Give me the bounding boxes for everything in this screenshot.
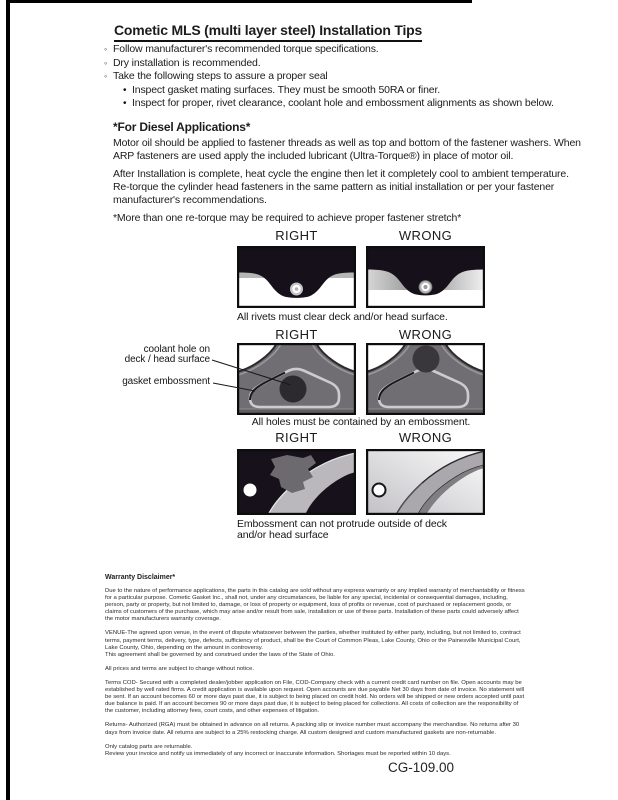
row2-caption: All holes must be contained by an embossment. <box>251 416 471 428</box>
list-item <box>104 84 584 98</box>
tip-text: Take the following steps to assure a proper seal <box>113 70 328 82</box>
row3-caption-line2: and/or head surface <box>237 529 329 541</box>
circle-bullet-icon: ◦ <box>104 44 108 54</box>
rivet-right-diagram <box>237 246 356 308</box>
dot-bullet-icon: • <box>123 84 127 96</box>
dot-bullet-icon: • <box>123 98 127 109</box>
tip-text: Dry installation is recommended. <box>113 56 261 69</box>
warranty-paragraph: This agreement shall be governed by and construed under the laws of the State of Ohio. <box>105 651 335 658</box>
diesel-paragraph: Motor oil should be applied to fastener threads as well as top and bottom of the fastener washers. When ARP fasteners are used apply the included lubricant (Ultra-Torque®) in place of motor oil. <box>113 137 581 162</box>
warranty-paragraph: Review your invoice and notify us immediately of any incorrect or inaccurate information. Shortages must be reported within 10 days. <box>105 750 451 757</box>
warranty-paragraph: Returns- Authorized (RGA) must be obtained in advance on all returns. A packing slip or invoice number must accompany the merchandise. No returns after 30 days from invoice date. All returns are subject to a 25% restocking charge. All custom designed and custom manufactured gaskets are non-returnable. <box>105 722 520 736</box>
list-item <box>104 97 584 111</box>
tip-text: Inspect gasket mating surfaces. They must be smooth 50RA or finer. <box>132 83 440 96</box>
wrong-label: WRONG <box>398 327 453 342</box>
warranty-paragraph: All prices and terms are subject to change without notice. <box>105 665 254 672</box>
warranty-paragraph: Due to the nature of performance applications, the parts in this catalog are sold without any express warranty or any implied warranty of merchantability or fitness for a particular purpose. Cometic Gasket Inc., shall not, under any circumstances, be liable for any special, incidental or consequential damages, including, person, party or property, but not limited to, damage, or loss of property or equipment, loss of profits or revenue, cost of purchased or replacement goods, or claims of customers of the purchase, which may arise and/or result from sale, installation or use of these parts. Installation of these parts could adversely affect the motor manufacturers warranty coverage. <box>105 588 525 623</box>
right-label: RIGHT <box>275 327 318 342</box>
row1-caption: All rivets must clear deck and/or head surface. <box>237 311 448 323</box>
tips-list <box>104 43 584 111</box>
embossment-right-diagram <box>237 449 356 515</box>
coolant-hole-wrong-diagram <box>366 343 485 415</box>
diesel-heading: *For Diesel Applications* <box>113 120 251 134</box>
warranty-paragraph: Terms COD- Secured with a completed dealer/jobber application on File, COD-Company check with a current credit card number on file. Open accounts may be established by well rated firms. A credit application is available upon request. Open accounts are due payable Net 30 days from date of invoice. No statement will be sent. If an account becomes 60 or more days past due, it is subject to being placed on credit hold. No orders will be shipped or new orders accepted until past due balance is paid. If an account becomes 90 or more days past due, it is subject to being placed for collections. All costs of collection are the responsibility of the customer, including attorney fees, court costs, and other expenses of litigation. <box>105 679 525 715</box>
diesel-paragraph: *More than one re-torque may be required to achieve proper fastener stretch* <box>113 212 462 224</box>
scan-edge-left <box>6 0 10 800</box>
circle-bullet-icon: ◦ <box>104 57 108 68</box>
warranty-disclaimer <box>105 574 527 758</box>
warranty-paragraph: Only catalog parts are returnable. <box>105 743 193 750</box>
rivet-wrong-diagram <box>366 246 485 308</box>
tip-text: Inspect for proper, rivet clearance, coolant hole and embossment alignments as shown below. <box>132 97 554 109</box>
page-title: Cometic MLS (multi layer steel) Installation Tips <box>114 22 422 42</box>
right-label: RIGHT <box>275 430 318 445</box>
tip-text: Follow manufacturer's recommended torque specifications. <box>113 43 379 55</box>
list-item <box>104 43 584 57</box>
warranty-paragraph: VENUE-The agreed upon venue, in the event of dispute whatsoever between the parties, whether instituted by either party, including, but not limited to, contract terms, payment terms, delivery, type, defects, sufficiency of product, shall be the Court of Common Pleas, Lake County, Ohio or the Painesville Municipal Court, Lake County, Ohio, depending on the amount in controversy. <box>105 630 521 651</box>
pointer-lines <box>205 340 305 400</box>
warranty-heading: Warranty Disclaimer* <box>105 574 176 581</box>
circle-bullet-icon: ◦ <box>104 71 108 81</box>
scan-edge-top <box>8 0 472 3</box>
wrong-label: WRONG <box>398 430 453 445</box>
diesel-paragraph: After Installation is complete, heat cycle the engine then let it completely cool to ambient temperature. Re-torque the cylinder head fasteners in the same pattern as initial installation or per your fastener manufacturer's recommendations. <box>113 168 569 206</box>
page-code: CG-109.00 <box>388 760 455 775</box>
embossment-pointer-label: gasket embossment <box>122 376 210 387</box>
wrong-label: WRONG <box>398 228 453 243</box>
coolant-hole-pointer-label: deck / head surface <box>124 354 210 365</box>
coolant-hole-pointer-label: coolant hole on <box>143 344 210 355</box>
list-item <box>104 70 584 84</box>
row3-caption-line1: Embossment can not protrude outside of deck <box>237 518 447 530</box>
right-label: RIGHT <box>275 228 318 243</box>
list-item <box>104 57 584 71</box>
embossment-wrong-diagram <box>366 449 485 515</box>
